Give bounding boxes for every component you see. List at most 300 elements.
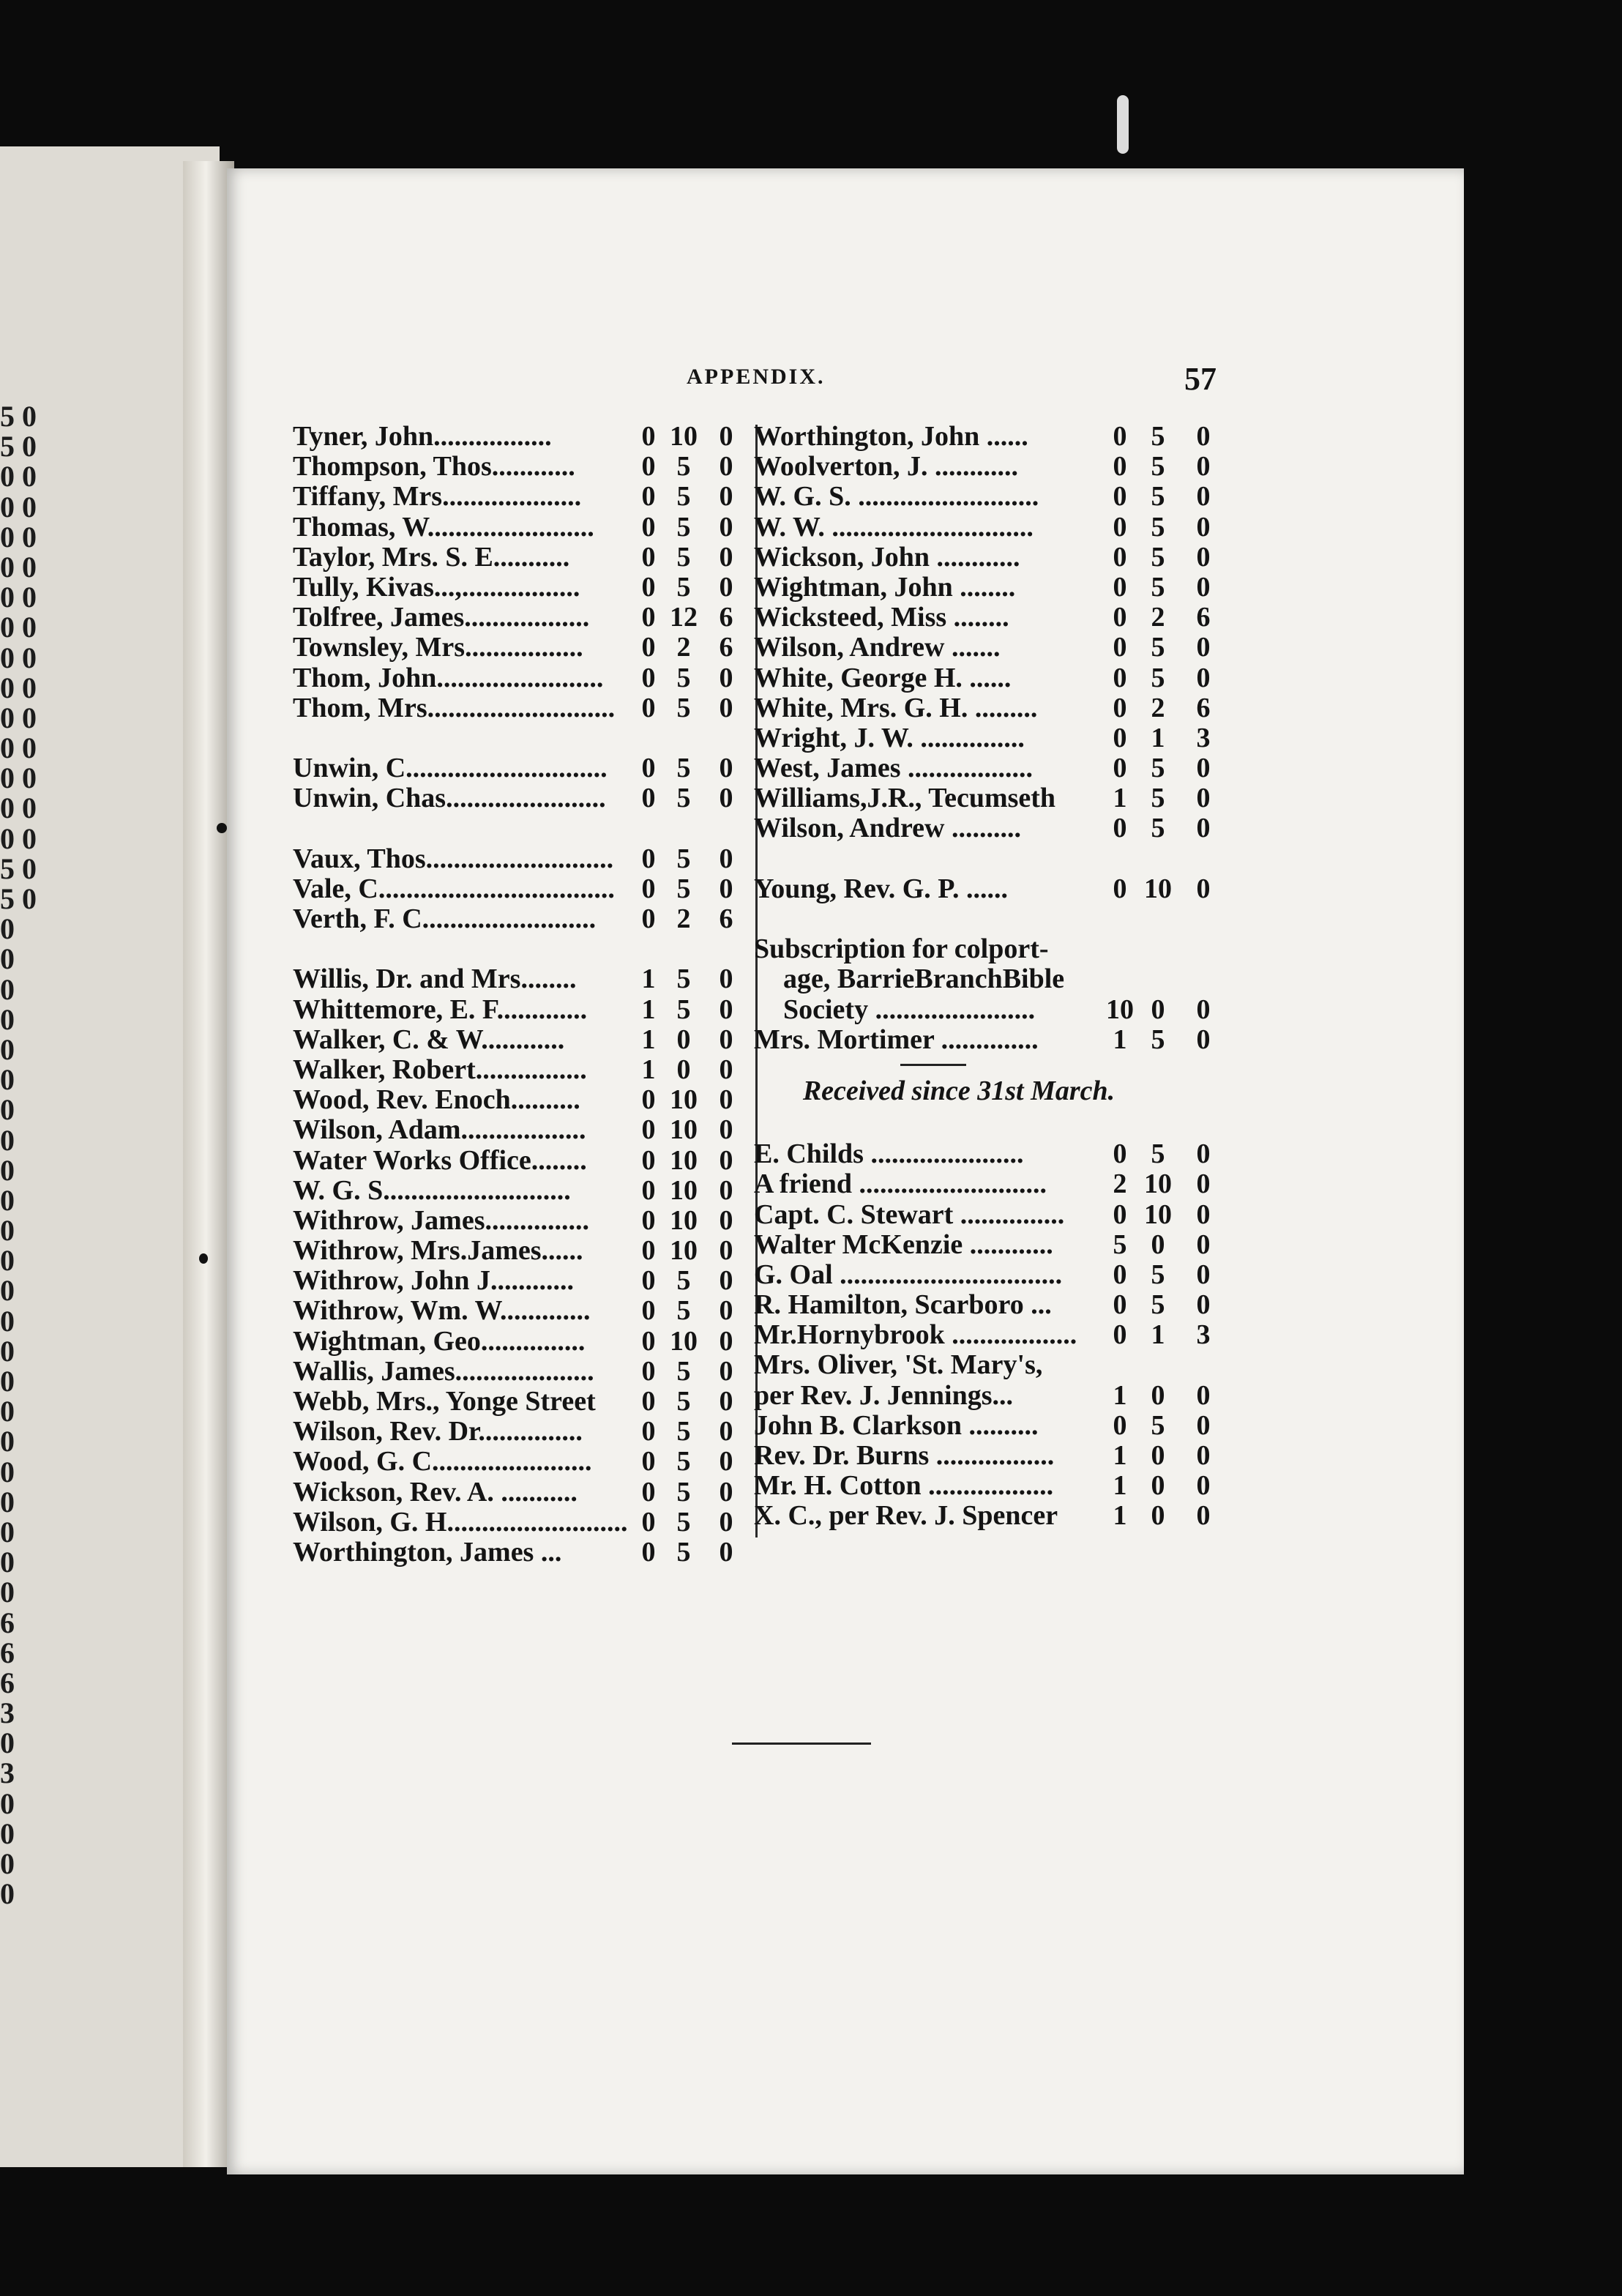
amount-pence: 0 bbox=[719, 1084, 733, 1116]
amount-shillings: 10 bbox=[670, 1174, 698, 1206]
facing-page-amount: 0 bbox=[0, 1786, 15, 1820]
amount-pounds: 0 bbox=[641, 1295, 656, 1327]
facing-page-amount: 0 0 bbox=[0, 581, 37, 614]
facing-page-amount: 0 0 bbox=[0, 460, 37, 493]
entry-name: Tolfree, James.................. bbox=[293, 602, 590, 633]
amount-pence: 0 bbox=[1196, 541, 1211, 573]
amount-pence: 0 bbox=[719, 1174, 733, 1206]
amount-pence: 0 bbox=[1196, 571, 1211, 603]
amount-shillings: 5 bbox=[676, 753, 691, 784]
list-item bbox=[754, 753, 1237, 783]
facing-page-amount: 0 bbox=[0, 1123, 15, 1157]
list-item bbox=[293, 1266, 761, 1296]
amount-pounds: 0 bbox=[1113, 1289, 1127, 1321]
facing-page-amount: 0 bbox=[0, 1546, 15, 1579]
amount-pence: 0 bbox=[719, 1446, 733, 1477]
amount-shillings: 5 bbox=[676, 541, 691, 573]
amount-pence: 0 bbox=[719, 783, 733, 814]
amount-pence: 3 bbox=[1196, 722, 1211, 753]
entry-name: Mr. H. Cotton .................. bbox=[754, 1470, 1054, 1502]
facing-page-amount: 3 bbox=[0, 1696, 15, 1730]
list-item bbox=[293, 1115, 761, 1145]
entry-name: Withrow, John J............ bbox=[293, 1265, 574, 1297]
amount-shillings: 1 bbox=[1151, 1319, 1165, 1351]
amount-pounds: 0 bbox=[1113, 571, 1127, 603]
entry-name: Wilson, Andrew ....... bbox=[754, 632, 1001, 663]
entry-name: Wightman, Geo............... bbox=[293, 1325, 586, 1357]
facing-page-amount: 0 bbox=[0, 1063, 15, 1097]
facing-page-amount: 0 bbox=[0, 1304, 15, 1338]
list-item bbox=[754, 633, 1237, 663]
amount-pounds: 0 bbox=[1113, 1138, 1127, 1170]
amount-shillings: 5 bbox=[676, 1265, 691, 1297]
amount-pence: 6 bbox=[719, 602, 733, 633]
amount-pounds: 0 bbox=[641, 753, 656, 784]
list-item bbox=[293, 1327, 761, 1357]
amount-pounds: 0 bbox=[1113, 813, 1127, 844]
entry-name: Thom, John........................ bbox=[293, 662, 604, 693]
facing-page-amount: 0 bbox=[0, 1515, 15, 1548]
facing-page-amount: 0 bbox=[0, 972, 15, 1006]
amount-shillings: 5 bbox=[676, 783, 691, 814]
amount-pence: 6 bbox=[1196, 692, 1211, 723]
amount-pence: 0 bbox=[1196, 1229, 1211, 1260]
facing-page-amount: 0 bbox=[0, 1425, 15, 1458]
amount-shillings: 5 bbox=[676, 481, 691, 512]
amount-shillings: 0 bbox=[1151, 1440, 1165, 1471]
amount-pounds: 1 bbox=[641, 1024, 656, 1055]
list-item bbox=[754, 1139, 1237, 1169]
amount-pence: 0 bbox=[1196, 1024, 1211, 1055]
amount-pence: 0 bbox=[1196, 994, 1211, 1025]
amount-pounds: 0 bbox=[641, 1506, 656, 1538]
facing-page-amounts bbox=[0, 401, 81, 1909]
list-item bbox=[293, 1447, 761, 1477]
amount-shillings: 5 bbox=[1151, 511, 1165, 543]
amount-pounds: 0 bbox=[641, 1265, 656, 1297]
entry-name: Vaux, Thos........................... bbox=[293, 843, 614, 874]
list-item bbox=[293, 1025, 761, 1055]
entry-name: Wallis, James.................... bbox=[293, 1355, 594, 1387]
entry-name: W. G. S........................... bbox=[293, 1174, 571, 1206]
amount-pounds: 0 bbox=[641, 451, 656, 482]
amount-shillings: 10 bbox=[1144, 1199, 1172, 1230]
amount-shillings: 5 bbox=[676, 1355, 691, 1387]
amount-pence: 0 bbox=[719, 481, 733, 512]
amount-pence: 0 bbox=[719, 1265, 733, 1297]
amount-pounds: 0 bbox=[641, 783, 656, 814]
entry-name: White, George H. ...... bbox=[754, 662, 1012, 693]
amount-pounds: 0 bbox=[641, 1355, 656, 1387]
amount-shillings: 2 bbox=[1151, 602, 1165, 633]
amount-shillings: 0 bbox=[1151, 994, 1165, 1025]
amount-pence: 0 bbox=[1196, 632, 1211, 663]
amount-pence: 0 bbox=[719, 1355, 733, 1387]
amount-pence: 0 bbox=[1196, 511, 1211, 543]
entry-name: Wilson, Adam.................. bbox=[293, 1114, 586, 1146]
list-item bbox=[754, 482, 1237, 512]
amount-pence: 0 bbox=[1196, 1440, 1211, 1471]
section-rule bbox=[754, 1055, 1237, 1073]
entry-name: Capt. C. Stewart ............... bbox=[754, 1199, 1065, 1230]
amount-pence: 0 bbox=[719, 421, 733, 452]
amount-shillings: 1 bbox=[1151, 722, 1165, 753]
amount-pence: 0 bbox=[1196, 1379, 1211, 1411]
list-item bbox=[293, 1146, 761, 1176]
entry-name: Willis, Dr. and Mrs........ bbox=[293, 963, 577, 995]
facing-page-amount: 0 bbox=[0, 1847, 15, 1880]
entry-name: Verth, F. C......................... bbox=[293, 903, 597, 934]
entry-name: Mr.Hornybrook .................. bbox=[754, 1319, 1077, 1351]
amount-pounds: 1 bbox=[641, 963, 656, 995]
entry-name: Withrow, James............... bbox=[293, 1204, 589, 1236]
amount-shillings: 2 bbox=[676, 903, 691, 934]
amount-shillings: 0 bbox=[1151, 1470, 1165, 1502]
amount-pence: 0 bbox=[719, 1506, 733, 1538]
amount-pounds: 0 bbox=[641, 1325, 656, 1357]
amount-pounds: 0 bbox=[1113, 662, 1127, 693]
list-item bbox=[293, 573, 761, 603]
amount-pounds: 0 bbox=[641, 662, 656, 693]
subscription-note: Subscription for colport- bbox=[754, 933, 1049, 965]
amount-pence: 0 bbox=[719, 541, 733, 573]
facing-page-amount: 0 bbox=[0, 1485, 15, 1518]
entry-name: Rev. Dr. Burns ................. bbox=[754, 1440, 1055, 1471]
amount-shillings: 5 bbox=[676, 1416, 691, 1447]
amount-pence: 0 bbox=[1196, 1409, 1211, 1441]
amount-pounds: 0 bbox=[641, 511, 656, 543]
entry-name: Society ....................... bbox=[783, 994, 1036, 1025]
list-item bbox=[293, 633, 761, 663]
amount-pence: 0 bbox=[1196, 1138, 1211, 1170]
facing-page-amount: 0 0 bbox=[0, 520, 37, 554]
entry-name: White, Mrs. G. H. ......... bbox=[754, 692, 1038, 723]
amount-pence: 0 bbox=[1196, 1259, 1211, 1290]
list-item bbox=[754, 1471, 1237, 1501]
entry-name: Wightman, John ........ bbox=[754, 571, 1016, 603]
spacer bbox=[754, 844, 1237, 874]
amount-pounds: 10 bbox=[1106, 994, 1134, 1025]
amount-pounds: 0 bbox=[641, 1416, 656, 1447]
list-item bbox=[754, 693, 1237, 723]
list-item bbox=[754, 603, 1237, 633]
amount-pounds: 1 bbox=[1113, 1024, 1127, 1055]
amount-pounds: 0 bbox=[641, 843, 656, 874]
entry-name: Tiffany, Mrs.................... bbox=[293, 481, 582, 512]
amount-pounds: 0 bbox=[641, 1084, 656, 1116]
amount-shillings: 5 bbox=[1151, 1259, 1165, 1290]
amount-pence: 0 bbox=[719, 511, 733, 543]
amount-shillings: 5 bbox=[1151, 481, 1165, 512]
amount-shillings: 5 bbox=[1151, 753, 1165, 784]
entry-name: Water Works Office........ bbox=[293, 1144, 587, 1176]
facing-page-amount: 0 0 bbox=[0, 671, 37, 704]
facing-page-amount: 5 0 bbox=[0, 882, 37, 915]
amount-pence: 0 bbox=[1196, 1199, 1211, 1230]
amount-shillings: 10 bbox=[670, 1204, 698, 1236]
list-item bbox=[293, 1417, 761, 1447]
list-item bbox=[293, 512, 761, 543]
list-item bbox=[754, 512, 1237, 543]
amount-pounds: 0 bbox=[641, 1144, 656, 1176]
facing-page-amount: 0 bbox=[0, 1002, 15, 1036]
amount-shillings: 5 bbox=[676, 451, 691, 482]
scan-speck bbox=[199, 1253, 208, 1264]
amount-shillings: 10 bbox=[670, 1144, 698, 1176]
amount-pence: 0 bbox=[719, 571, 733, 603]
amount-pence: 0 bbox=[719, 451, 733, 482]
list-item bbox=[293, 1357, 761, 1387]
facing-page-amount: 0 0 bbox=[0, 550, 37, 584]
facing-page-amount: 0 0 bbox=[0, 701, 37, 734]
entry-name: Thompson, Thos............ bbox=[293, 451, 575, 482]
entry-name: Tully, Kivas...,................. bbox=[293, 571, 580, 603]
amount-shillings: 5 bbox=[1151, 632, 1165, 663]
list-item bbox=[754, 995, 1237, 1025]
list-item bbox=[754, 1501, 1237, 1531]
entry-name: Walter McKenzie ............ bbox=[754, 1229, 1053, 1260]
amount-shillings: 5 bbox=[676, 1536, 691, 1568]
amount-shillings: 10 bbox=[670, 1235, 698, 1267]
entry-name: Townsley, Mrs................. bbox=[293, 632, 583, 663]
amount-pounds: 0 bbox=[641, 1476, 656, 1507]
facing-page-amount: 0 0 bbox=[0, 490, 37, 523]
entry-name: W. W. ............................. bbox=[754, 511, 1034, 543]
amount-pence: 0 bbox=[719, 1386, 733, 1417]
list-item bbox=[754, 1260, 1237, 1290]
facing-page-amount: 0 0 bbox=[0, 641, 37, 674]
amount-pence: 6 bbox=[1196, 602, 1211, 633]
spacer bbox=[293, 813, 761, 843]
list-item bbox=[754, 1381, 1237, 1411]
entry-name: Wickson, John ............ bbox=[754, 541, 1020, 573]
entry-name: Woolverton, J. ............ bbox=[754, 451, 1018, 482]
amount-pounds: 0 bbox=[641, 1235, 656, 1267]
amount-shillings: 0 bbox=[1151, 1379, 1165, 1411]
amount-pounds: 0 bbox=[1113, 541, 1127, 573]
entry-name: Unwin, C............................. bbox=[293, 753, 608, 784]
facing-page-amount: 6 bbox=[0, 1666, 15, 1699]
amount-shillings: 0 bbox=[676, 1024, 691, 1055]
facing-page-amount: 0 bbox=[0, 1726, 15, 1760]
scan-artifact bbox=[1117, 95, 1129, 154]
list-item bbox=[293, 422, 761, 452]
amount-shillings: 10 bbox=[1144, 873, 1172, 904]
spacer bbox=[293, 934, 761, 964]
amount-pence: 6 bbox=[719, 632, 733, 663]
entry-name: Walker, Robert................ bbox=[293, 1054, 587, 1085]
amount-shillings: 5 bbox=[676, 1506, 691, 1538]
amount-shillings: 0 bbox=[1151, 1500, 1165, 1532]
amount-shillings: 5 bbox=[676, 1295, 691, 1327]
list-item bbox=[754, 723, 1237, 753]
spacer bbox=[754, 904, 1237, 934]
amount-shillings: 10 bbox=[670, 1114, 698, 1146]
amount-shillings: 2 bbox=[1151, 692, 1165, 723]
list-item bbox=[293, 904, 761, 934]
list-item bbox=[754, 1411, 1237, 1441]
amount-shillings: 5 bbox=[676, 662, 691, 693]
list-item bbox=[293, 663, 761, 693]
facing-page-amount: 3 bbox=[0, 1756, 15, 1790]
entry-name: Wicksteed, Miss ........ bbox=[754, 602, 1009, 633]
entry-name: Mrs. Mortimer .............. bbox=[754, 1024, 1039, 1055]
amount-pence: 0 bbox=[1196, 1289, 1211, 1321]
amount-shillings: 5 bbox=[1151, 1289, 1165, 1321]
amount-pounds: 0 bbox=[1113, 873, 1127, 904]
facing-page-amount: 0 bbox=[0, 1032, 15, 1066]
facing-page-amount: 0 bbox=[0, 942, 15, 976]
list-item bbox=[293, 482, 761, 512]
entry-name: Wickson, Rev. A. ........... bbox=[293, 1476, 578, 1507]
amount-pounds: 0 bbox=[1113, 722, 1127, 753]
subscription-note: age, BarrieBranchBible bbox=[783, 963, 1065, 995]
list-item bbox=[293, 783, 761, 813]
amount-pounds: 0 bbox=[1113, 692, 1127, 723]
facing-page-amount: 0 0 bbox=[0, 791, 37, 825]
facing-page-amount: 6 bbox=[0, 1606, 15, 1639]
facing-page-amount: 0 bbox=[0, 912, 15, 946]
list-item bbox=[293, 995, 761, 1025]
amount-pence: 0 bbox=[719, 1235, 733, 1267]
page-title: APPENDIX. bbox=[687, 365, 826, 389]
facing-page-amount: 5 0 bbox=[0, 400, 37, 433]
entry-name: Williams,J.R., Tecumseth bbox=[754, 783, 1056, 814]
list-item bbox=[293, 603, 761, 633]
amount-pounds: 0 bbox=[1113, 451, 1127, 482]
entry-name: Thom, Mrs........................... bbox=[293, 692, 616, 723]
facing-page-amount: 0 bbox=[0, 1365, 15, 1398]
amount-shillings: 5 bbox=[676, 963, 691, 995]
entry-name: Webb, Mrs., Yonge Street bbox=[293, 1386, 596, 1417]
amount-pence: 6 bbox=[719, 903, 733, 934]
amount-pence: 0 bbox=[1196, 451, 1211, 482]
entry-name: Wilson, Rev. Dr............... bbox=[293, 1416, 583, 1447]
amount-pence: 0 bbox=[719, 1295, 733, 1327]
facing-page-amount: 0 0 bbox=[0, 731, 37, 765]
amount-shillings: 5 bbox=[676, 571, 691, 603]
facing-page-amount: 5 0 bbox=[0, 851, 37, 885]
amount-pounds: 2 bbox=[1113, 1168, 1127, 1200]
rule-line bbox=[900, 1064, 966, 1066]
facing-page-amount: 0 bbox=[0, 1334, 15, 1368]
scan-speck bbox=[217, 823, 227, 833]
amount-pounds: 0 bbox=[641, 1536, 656, 1568]
facing-page-amount: 0 bbox=[0, 1153, 15, 1187]
list-item bbox=[293, 1296, 761, 1326]
entry-name: Taylor, Mrs. S. E........... bbox=[293, 541, 570, 573]
list-item bbox=[754, 783, 1237, 813]
list-item bbox=[293, 1085, 761, 1115]
amount-pence: 0 bbox=[719, 963, 733, 995]
amount-pence: 0 bbox=[719, 1054, 733, 1085]
amount-shillings: 5 bbox=[1151, 1138, 1165, 1170]
amount-pounds: 0 bbox=[641, 1386, 656, 1417]
amount-shillings: 5 bbox=[1151, 421, 1165, 452]
amount-pounds: 0 bbox=[641, 481, 656, 512]
closing-rule bbox=[732, 1742, 871, 1745]
facing-page-amount: 0 bbox=[0, 1274, 15, 1308]
amount-pounds: 0 bbox=[641, 541, 656, 573]
subscription-list-right bbox=[754, 422, 1237, 1532]
amount-pence: 0 bbox=[719, 1114, 733, 1146]
amount-shillings: 0 bbox=[1151, 1229, 1165, 1260]
amount-pence: 0 bbox=[719, 1536, 733, 1568]
entry-name: Tyner, John................. bbox=[293, 421, 552, 452]
subscription-list-left bbox=[293, 422, 761, 1568]
list-item bbox=[293, 753, 761, 783]
amount-pounds: 0 bbox=[1113, 602, 1127, 633]
entry-name: Mrs. Oliver, 'St. Mary's, bbox=[754, 1349, 1043, 1381]
amount-pence: 0 bbox=[719, 843, 733, 874]
list-item bbox=[293, 1236, 761, 1266]
entry-name: Vale, C.................................. bbox=[293, 873, 615, 904]
facing-page-amount: 0 bbox=[0, 1395, 15, 1428]
list-item bbox=[754, 543, 1237, 573]
amount-pounds: 0 bbox=[641, 571, 656, 603]
list-item bbox=[754, 573, 1237, 603]
amount-shillings: 2 bbox=[676, 632, 691, 663]
amount-shillings: 10 bbox=[670, 1325, 698, 1357]
amount-pence: 0 bbox=[719, 873, 733, 904]
amount-pounds: 0 bbox=[641, 692, 656, 723]
amount-pounds: 0 bbox=[641, 873, 656, 904]
amount-pence: 0 bbox=[1196, 1470, 1211, 1502]
amount-shillings: 5 bbox=[676, 511, 691, 543]
amount-shillings: 0 bbox=[676, 1054, 691, 1085]
list-item bbox=[754, 1230, 1237, 1260]
list-item bbox=[293, 964, 761, 994]
list-item bbox=[754, 1200, 1237, 1230]
amount-pounds: 1 bbox=[1113, 1470, 1127, 1502]
entry-name: Walker, C. & W............ bbox=[293, 1024, 565, 1055]
entry-name: Whittemore, E. F............. bbox=[293, 994, 588, 1025]
amount-pence: 0 bbox=[1196, 421, 1211, 452]
entry-name: Unwin, Chas....................... bbox=[293, 783, 606, 814]
amount-pounds: 1 bbox=[1113, 1440, 1127, 1471]
amount-shillings: 5 bbox=[1151, 1024, 1165, 1055]
entry-name: West, James .................. bbox=[754, 753, 1034, 784]
amount-pence: 0 bbox=[1196, 481, 1211, 512]
amount-shillings: 5 bbox=[1151, 813, 1165, 844]
list-item bbox=[754, 1441, 1237, 1471]
entry-name: Worthington, James ... bbox=[293, 1536, 562, 1568]
list-item bbox=[293, 693, 761, 723]
entry-name: G. Oal ................................ bbox=[754, 1259, 1063, 1290]
amount-shillings: 5 bbox=[1151, 783, 1165, 814]
amount-pence: 0 bbox=[1196, 1168, 1211, 1200]
amount-shillings: 5 bbox=[1151, 1409, 1165, 1441]
list-item bbox=[293, 1477, 761, 1507]
facing-page-amount: 0 bbox=[0, 1244, 15, 1278]
amount-pounds: 0 bbox=[1113, 1319, 1127, 1351]
list-item bbox=[293, 1206, 761, 1236]
amount-pence: 0 bbox=[719, 1416, 733, 1447]
amount-pence: 0 bbox=[719, 1204, 733, 1236]
list-item bbox=[293, 1538, 761, 1568]
amount-pence: 0 bbox=[719, 692, 733, 723]
amount-pounds: 0 bbox=[1113, 753, 1127, 784]
amount-pounds: 0 bbox=[1113, 632, 1127, 663]
facing-page-amount: 0 bbox=[0, 1576, 15, 1609]
amount-shillings: 5 bbox=[676, 1446, 691, 1477]
amount-shillings: 5 bbox=[676, 1476, 691, 1507]
amount-pence: 0 bbox=[1196, 1500, 1211, 1532]
list-item bbox=[293, 1055, 761, 1085]
amount-pounds: 0 bbox=[1113, 421, 1127, 452]
amount-pence: 0 bbox=[719, 1325, 733, 1357]
list-item bbox=[754, 1025, 1237, 1055]
